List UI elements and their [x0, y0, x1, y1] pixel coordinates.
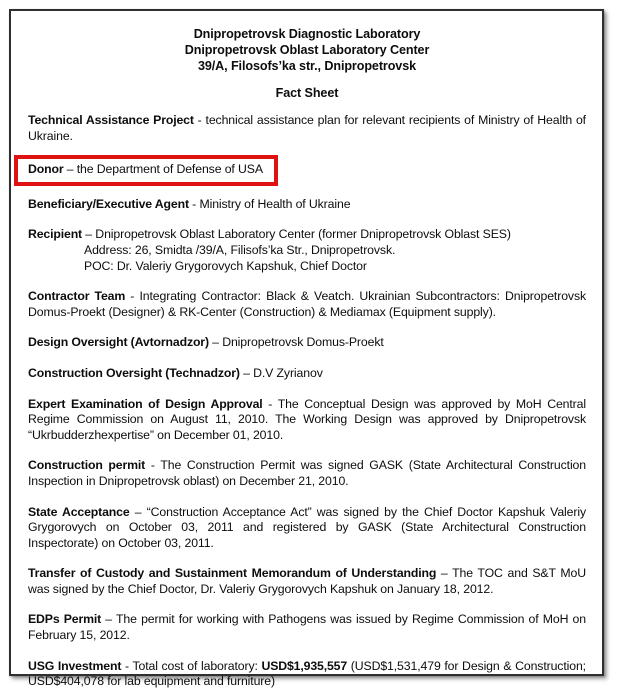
contractor-team-label: Contractor Team — [28, 289, 126, 304]
transfer-of-custody-label: Transfer of Custody and Sustainment Memorandum of Understanding — [28, 566, 437, 581]
recipient-sub-line-2: POC: Dr. Valeriy Grygorovych Kapshuk, Chief Doctor — [84, 258, 367, 273]
technical-assistance-project-text: - technical assistance plan for relevant recipients of Ministry of Health of Ukraine. — [28, 113, 586, 143]
construction-permit-label: Construction permit — [28, 458, 146, 473]
usg-investment-label: USD$1,935,557 — [261, 658, 348, 673]
paragraph-construction-oversight — [28, 366, 586, 382]
fact-sheet-body — [28, 113, 586, 690]
paragraph-usg-investment — [28, 659, 586, 690]
paragraph-recipient — [28, 227, 586, 274]
paragraph-donor — [28, 155, 586, 186]
paragraph-technical-assistance-project — [28, 113, 586, 144]
paragraph-edps-permit — [28, 612, 586, 643]
doc-header-line-2: Dnipropetrovsk Oblast Laboratory Center — [184, 43, 430, 57]
fact-sheet-page — [9, 9, 604, 689]
usg-investment-label: USG Investment — [28, 658, 122, 673]
edps-permit-label: EDPs Permit — [28, 612, 102, 627]
recipient-label: Recipient — [28, 227, 82, 242]
paragraph-transfer-of-custody — [28, 566, 586, 597]
doc-title: Fact Sheet — [275, 86, 339, 100]
beneficiary-executive-agent-text: - Ministry of Health of Ukraine — [188, 196, 351, 211]
recipient-text: – Dnipropetrovsk Oblast Laboratory Center (former Dnipropetrovsk Oblast SES) — [82, 227, 511, 242]
doc-header-line-1: Dnipropetrovsk Diagnostic Laboratory — [193, 27, 421, 41]
usg-investment-text: (USD$1,531,479 for Design & Construction; USD$404,078 for lab equipment and furniture) — [28, 658, 586, 689]
technical-assistance-project-label: Technical Assistance Project — [28, 113, 194, 127]
beneficiary-executive-agent-label: Beneficiary/Executive Agent — [28, 196, 189, 211]
paragraph-construction-permit — [28, 458, 586, 489]
paragraph-contractor-team — [28, 289, 586, 320]
paragraph-design-oversight — [28, 335, 586, 351]
transfer-of-custody-text: – The TOC and S&T MoU was signed by the Chief Doctor, Dr. Valeriy Grygorovych Kapshuk on January 18, 2012. — [28, 566, 586, 596]
construction-permit-text: - The Construction Permit was signed GASK (State Architectural Construction Inspection in Dnipropetrovsk oblast) on December 21, 2010. — [28, 458, 586, 488]
doc-header-line-3: 39/A, Filosofs’ka str., Dnipropetrovsk — [197, 59, 417, 73]
construction-oversight-label: Construction Oversight (Technadzor) — [28, 365, 240, 380]
edps-permit-text: – The permit for working with Pathogens was issued by Regime Commission of MoH on February 15, 2012. — [28, 612, 586, 643]
paragraph-expert-examination-of-design-approval — [28, 397, 586, 444]
design-oversight-label: Design Oversight (Avtornadzor) — [28, 335, 209, 350]
state-acceptance-text: – “Construction Acceptance Act” was signed by the Chief Doctor Kapshuk Valeriy Grygorovych on October 03, 2011 and registered by GASK (State Architectural Construction Inspectorate) on October 03, 2011. — [28, 504, 586, 550]
state-acceptance-label: State Acceptance — [28, 504, 130, 519]
highlight-box — [14, 155, 278, 186]
donor-label: Donor — [28, 162, 64, 177]
doc-header — [28, 26, 586, 74]
paragraph-beneficiary-executive-agent — [28, 197, 586, 213]
design-oversight-text: – Dnipropetrovsk Domus-Proekt — [208, 335, 384, 350]
paragraph-state-acceptance — [28, 505, 586, 552]
recipient-sub-line-1: Address: 26, Smidta /39/A, Filisofs’ka Str., Dnipropetrovsk. — [84, 242, 396, 257]
donor-text: – the Department of Defense of USA — [63, 162, 263, 177]
usg-investment-text: - Total cost of laboratory: — [121, 658, 262, 673]
contractor-team-text: - Integrating Contractor: Black & Veatch. Ukrainian Subcontractors: Dnipropetrovsk Domus-Proekt (Designer) & RK-Center (Construction) & Mediamax (Equipment supply). — [28, 289, 586, 319]
expert-examination-of-design-approval-label: Expert Examination of Design Approval — [28, 396, 263, 411]
construction-oversight-text: – D.V Zyrianov — [239, 365, 323, 380]
expert-examination-of-design-approval-text: - The Conceptual Design was approved by MoH Central Regime Commission on August 11, 2010. The Working Design was approved by Dnipropetrovsk “Ukrbudderzhexpertise” on December 01, 2010. — [28, 396, 586, 442]
